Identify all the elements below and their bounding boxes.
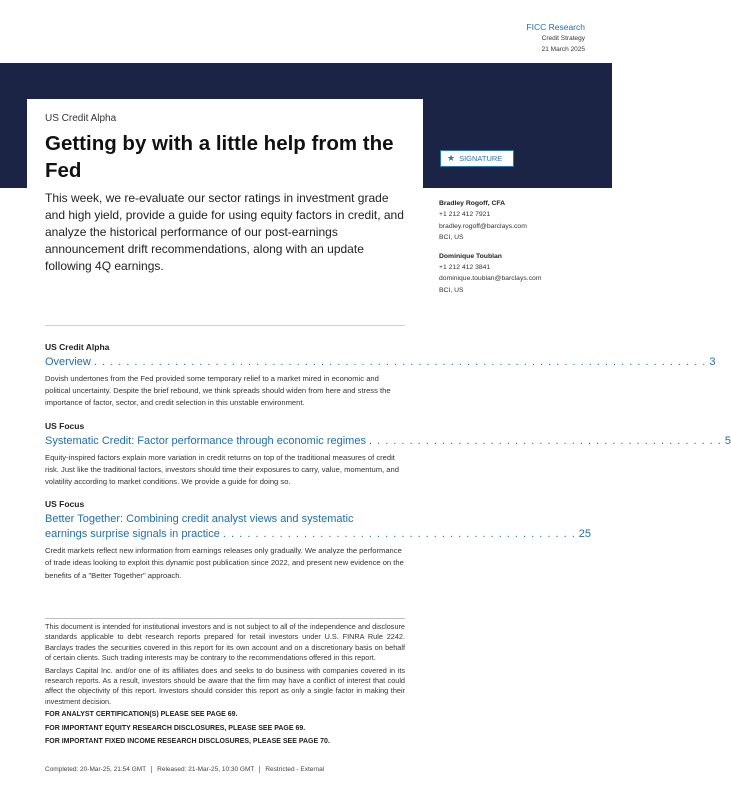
toc-section	[45, 499, 592, 582]
disclosure-paragraph: Barclays Capital Inc. and/or one of its affiliates does and seeks to do business with companies covered in its research reports. As a result, investors should be aware that the firm may have a conflict of interest that could affect the objectivity of this report. Investors should consider this report as only a single factor in making their investment decision.	[45, 665, 405, 706]
page-footer	[45, 766, 334, 773]
toc-section	[45, 420, 731, 489]
toc-link-better-together[interactable]	[45, 512, 592, 542]
analyst-list	[439, 199, 599, 304]
analyst-phone: +1 212 412 3841	[439, 263, 491, 271]
analyst-contact	[439, 252, 599, 297]
section-summary: Equity-inspired factors explain more variation in credit returns on top of the traditional measures of credit risk. Just like the traditional factors, investors should time their exposures to carry, value, momentum, and volatility according to market conditions. We provide a guide for doing so.	[45, 452, 399, 487]
toc-section	[45, 342, 716, 410]
page-title: Getting by with a little help from the Fed	[45, 132, 394, 182]
toc-link-overview[interactable]	[45, 355, 716, 370]
toc-title[interactable]: Systematic Credit: Factor performance through economic regimes	[45, 434, 366, 447]
disclosure-block	[45, 622, 405, 747]
divider	[45, 325, 405, 326]
disclosure-reference: FOR IMPORTANT EQUITY RESEARCH DISCLOSURES, PLEASE SEE PAGE 69.	[45, 724, 306, 732]
analyst-contact	[439, 199, 599, 244]
toc-page-number[interactable]: 3	[709, 356, 716, 368]
signature-badge	[440, 150, 514, 167]
analyst-entity: BCI, US	[439, 234, 464, 241]
section-kicker: US Credit Alpha	[45, 342, 110, 352]
section-kicker: US Focus	[45, 420, 85, 431]
completed-timestamp: Completed: 20-Mar-25, 21:54 GMT	[45, 766, 152, 773]
disclosure-paragraph: This document is intended for institutional investors and is not subject to all of the independence and disclosure standards applicable to debt research reports prepared for retail investors under U.S. FINRA Rule 2242. Barclays trades the securities covered in this report for its own account and on a discretionary basis on behalf of certain clients. Such trading interests may be contrary to the recommendations offered in this report.	[45, 622, 405, 663]
dot-leader: . . . . . . . . . . . . . . . . . . . . . . . . . . . . . . . . . . . . . . . . . . . .	[222, 528, 576, 541]
dot-leader: . . . . . . . . . . . . . . . . . . . . . . . . . . . . . . . . . . . . . . . . . . . . . . . . . . . . . . . . . . . . . . . . . . . . . . . . . . . .	[93, 356, 707, 368]
toc-page-number[interactable]: 25	[578, 528, 592, 541]
analyst-name: Bradley Rogoff, CFA	[439, 200, 506, 207]
dot-leader: . . . . . . . . . . . . . . . . . . . . . . . . . . . . . . . . . . . . . . . . . . . .	[368, 434, 722, 447]
released-timestamp: Released: 21-Mar-25, 10:30 GMT	[157, 766, 260, 773]
disclosure-reference: FOR IMPORTANT FIXED INCOME RESEARCH DISCLOSURES, PLEASE SEE PAGE 70.	[45, 738, 330, 746]
restriction-label: Restricted - External	[265, 766, 325, 773]
report-header	[526, 22, 585, 54]
section-kicker: US Focus	[45, 499, 85, 510]
toc-title-line[interactable]: Better Together: Combining credit analyst views and systematic	[45, 513, 354, 526]
analyst-email[interactable]: dominique.toublan@barclays.com	[439, 275, 542, 282]
divider	[45, 618, 405, 619]
series-label: US Credit Alpha	[45, 113, 117, 124]
brand-label: FICC Research	[526, 22, 585, 32]
section-summary: Dovish undertones from the Fed provided some temporary relief to a market mired in economic and political uncertainty. Despite the brief rebound, we think spreads should widen from here and stress the importance of factor, sector, and credit selection in this unstable environment.	[45, 374, 391, 408]
analyst-name: Dominique Toublan	[439, 252, 502, 260]
star-icon: ★	[447, 153, 456, 163]
group-label: Credit Strategy	[541, 35, 585, 42]
section-summary: Credit markets reflect new information from earnings releases only gradually. We analyze the performance of trade ideas looking to exploit this dynamic post publication since 2022, and present new evidence on the benefits of a "Better Together" approach.	[45, 546, 404, 580]
table-of-contents	[45, 342, 731, 593]
toc-link-systematic-credit[interactable]	[45, 434, 731, 449]
toc-title[interactable]: Overview	[45, 356, 91, 368]
toc-page-number[interactable]: 5	[724, 434, 731, 447]
analyst-entity: BCI, US	[439, 286, 464, 294]
analyst-email[interactable]: bradley.rogoff@barclays.com	[439, 222, 527, 230]
badge-label: SIGNATURE	[459, 154, 503, 163]
toc-title-line[interactable]: earnings surprise signals in practice	[45, 528, 220, 541]
analyst-phone: +1 212 412 7921	[439, 211, 491, 218]
title-card	[27, 99, 423, 329]
report-date: 21 March 2025	[541, 46, 585, 53]
summary-text: This week, we re-evaluate our sector ratings in investment grade and high yield, provide a guide for using equity factors in credit, and analyze the historical performance of our post-earnings announcement drift recommendations, along with an update following 4Q earnings.	[45, 191, 404, 273]
disclosure-reference: FOR ANALYST CERTIFICATION(S) PLEASE SEE PAGE 69.	[45, 711, 238, 719]
